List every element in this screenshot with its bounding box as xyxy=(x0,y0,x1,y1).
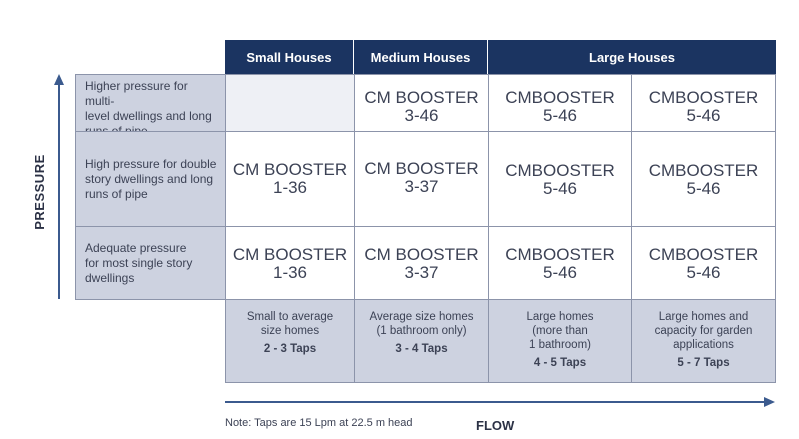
pump-model: CM BOOSTER xyxy=(364,245,479,264)
pump-number: 3-37 xyxy=(404,177,439,196)
pressure-axis-line xyxy=(58,84,60,299)
cell-medium-multi-level xyxy=(354,74,489,132)
footer-desc-line: Large homes and xyxy=(658,311,749,323)
flow-arrow-icon xyxy=(764,397,775,407)
pump-number: 1-36 xyxy=(272,178,308,197)
row-label-line: High pressure for double xyxy=(85,156,217,171)
header-large-houses: Large Houses xyxy=(488,40,776,74)
taps-range: 5 - 7 Taps xyxy=(677,357,730,369)
cell-large2-double-story xyxy=(631,131,776,227)
pump-model: CMBOOSTER xyxy=(648,88,759,107)
row-label-double-story xyxy=(75,131,226,227)
cell-large2-single-story xyxy=(631,226,776,300)
footer-desc-line: 1 bathroom) xyxy=(528,339,591,351)
pump-number: 3-37 xyxy=(404,263,439,282)
header-small-houses: Small Houses xyxy=(225,40,354,74)
taps-range: 3 - 4 Taps xyxy=(395,343,448,355)
header-medium-houses: Medium Houses xyxy=(354,40,488,74)
pump-model: CM BOOSTER xyxy=(364,159,479,178)
footer-small xyxy=(225,299,355,383)
footer-desc-line: (1 bathroom only) xyxy=(376,325,467,337)
footer-desc-line: Large homes xyxy=(526,311,594,323)
footer-large2 xyxy=(631,299,776,383)
footer-desc-line: (more than xyxy=(532,325,588,337)
pump-number: 5-46 xyxy=(686,106,721,125)
taps-range: 4 - 5 Taps xyxy=(533,357,587,369)
row-label-multi-level xyxy=(75,74,226,132)
pump-model: CMBOOSTER xyxy=(505,245,615,264)
row-label-line: Adequate pressure xyxy=(85,240,187,255)
pressure-axis-label: PRESSURE xyxy=(32,154,47,230)
footer-desc-line: capacity for garden xyxy=(654,325,753,337)
row-label-line: Higher pressure for multi- xyxy=(85,79,188,108)
pump-model: CMBOOSTER xyxy=(648,245,759,264)
pump-model: CM BOOSTER xyxy=(232,160,348,179)
cell-large1-single-story xyxy=(488,226,632,300)
cell-medium-single-story xyxy=(354,226,489,300)
taps-note: Note: Taps are 15 Lpm at 22.5 m head xyxy=(225,417,413,429)
pump-model: CM BOOSTER xyxy=(364,88,479,107)
pump-number: 5-46 xyxy=(542,263,578,282)
cell-small-double-story xyxy=(225,131,355,227)
cell-small-multi-level xyxy=(225,74,355,132)
cell-large2-multi-level xyxy=(631,74,776,132)
row-label-line: for most single story xyxy=(85,255,193,270)
pump-model: CMBOOSTER xyxy=(505,161,615,180)
row-label-line: story dwellings and long xyxy=(85,171,214,186)
pump-model: CMBOOSTER xyxy=(648,161,759,180)
cell-large1-multi-level xyxy=(488,74,632,132)
pump-number: 5-46 xyxy=(686,263,721,282)
pump-number: 3-46 xyxy=(404,106,439,125)
pump-model: CM BOOSTER xyxy=(232,245,348,264)
footer-desc-line: applications xyxy=(673,339,734,351)
row-label-line: level dwellings and long xyxy=(85,109,212,123)
cell-medium-double-story xyxy=(354,131,489,227)
pressure-arrow-icon xyxy=(54,74,64,85)
pump-number: 5-46 xyxy=(686,179,721,198)
footer-desc-line: Average size homes xyxy=(369,311,474,323)
pump-number: 5-46 xyxy=(542,179,578,198)
row-label-line: dwellings xyxy=(85,270,135,285)
row-label-line: runs of pipe xyxy=(85,186,148,201)
pump-number: 5-46 xyxy=(542,106,578,125)
row-label-single-story xyxy=(75,226,226,300)
pump-model: CMBOOSTER xyxy=(505,88,615,107)
footer-medium xyxy=(354,299,489,383)
cell-large1-double-story xyxy=(488,131,632,227)
footer-desc-line: size homes xyxy=(260,325,320,337)
footer-desc-line: Small to average xyxy=(246,311,334,323)
footer-large1 xyxy=(488,299,632,383)
flow-axis-label: FLOW xyxy=(476,418,515,433)
pump-number: 1-36 xyxy=(272,263,308,282)
flow-axis-line xyxy=(225,401,765,403)
taps-range: 2 - 3 Taps xyxy=(263,343,317,355)
cell-small-single-story xyxy=(225,226,355,300)
